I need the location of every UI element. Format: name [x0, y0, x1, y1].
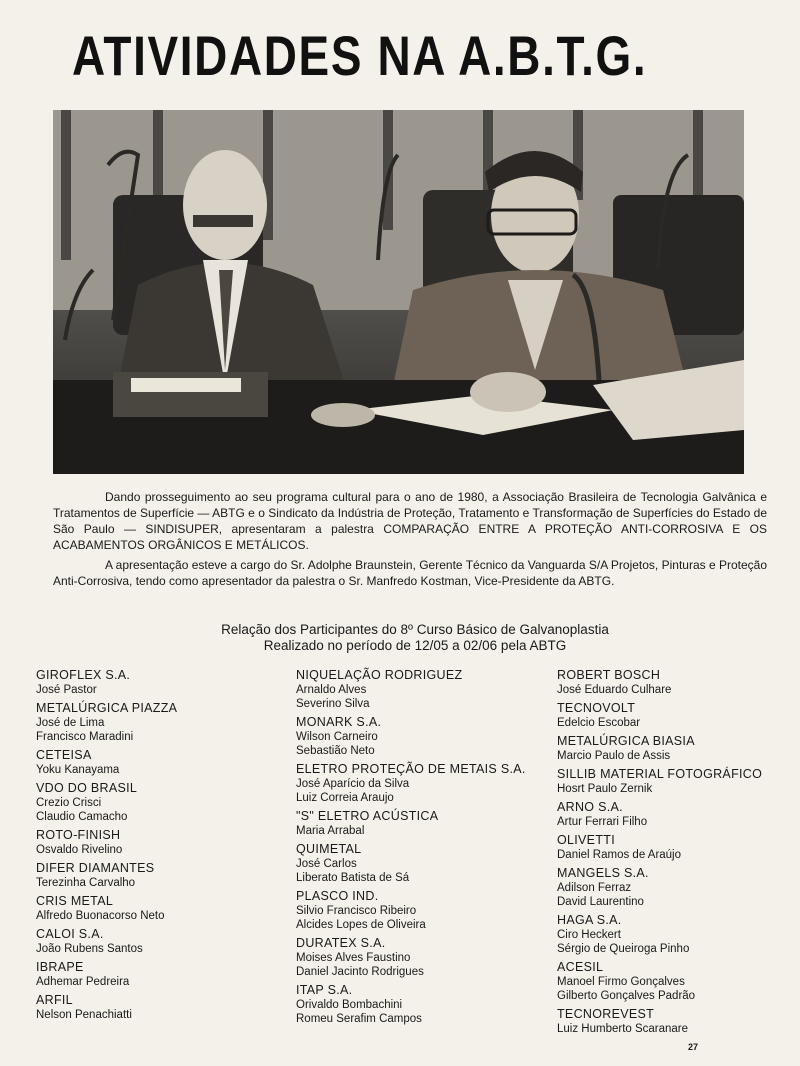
company-entry	[36, 993, 276, 1022]
intro-paragraph-1: Dando prosseguimento ao seu programa cultural para o ano de 1980, a Associação Brasileira de Tecnologia Galvânica e Tratamentos de Superfície — ABTG e o Sindicato da Indústria de Proteção, Tratamento e Transformação de Superfícies do Estado de São Paulo — SINDISUPER, apresentaram a palestra COMPARAÇÃO ENTRE A PROTEÇÃO ANTI-CORROSIVA E OS ACABAMENTOS ORGÂNICOS E METÁLICOS.	[53, 490, 767, 552]
participant-name: Artur Ferrari Filho	[557, 816, 648, 828]
participant-name: Severino Silva	[296, 698, 370, 710]
company-entry	[296, 668, 536, 711]
company-entry	[36, 748, 276, 777]
participant-name: Alcides Lopes de Oliveira	[296, 919, 426, 931]
participant-name: Wilson Carneiro	[296, 731, 378, 743]
participants-heading	[200, 622, 630, 654]
participant-name: Osvaldo Rivelino	[36, 844, 123, 856]
company-name: ELETRO PROTEÇÃO DE METAIS S.A.	[296, 762, 526, 776]
company-entry	[557, 800, 797, 829]
company-entry	[557, 1007, 797, 1036]
company-name: QUIMETAL	[296, 842, 362, 856]
participant-name: Luiz Correia Araujo	[296, 792, 394, 804]
company-name: GIROFLEX S.A.	[36, 668, 131, 682]
company-entry	[296, 842, 536, 885]
company-name: NIQUELAÇÃO RODRIGUEZ	[296, 668, 463, 682]
company-entry	[557, 668, 797, 697]
participant-name: Daniel Jacinto Rodrigues	[296, 966, 424, 978]
company-entry	[557, 913, 797, 956]
participant-name: Yoku Kanayama	[36, 764, 120, 776]
participant-name: Crezio Crisci	[36, 797, 102, 809]
company-name: ROTO-FINISH	[36, 828, 121, 842]
company-name: ITAP S.A.	[296, 983, 353, 997]
event-photo	[53, 110, 744, 474]
company-name: OLIVETTI	[557, 833, 615, 847]
participants-column-3	[557, 668, 797, 1040]
intro-text	[53, 489, 767, 593]
company-entry	[557, 767, 797, 796]
participant-name: Sérgio de Queiroga Pinho	[557, 943, 690, 955]
participant-name: Hosrt Paulo Zernik	[557, 783, 653, 795]
participant-name: Daniel Ramos de Araújo	[557, 849, 682, 861]
participant-name: Adhemar Pedreira	[36, 976, 130, 988]
participant-name: Manoel Firmo Gonçalves	[557, 976, 685, 988]
company-name: IBRAPE	[36, 960, 84, 974]
company-name: TECNOREVEST	[557, 1007, 655, 1021]
company-entry	[296, 936, 536, 979]
company-name: MONARK S.A.	[296, 715, 382, 729]
participant-name: José Carlos	[296, 858, 357, 870]
participant-name: Marcio Paulo de Assis	[557, 750, 671, 762]
company-name: METALÚRGICA BIASIA	[557, 734, 695, 748]
company-name: ARNO S.A.	[557, 800, 623, 814]
company-entry	[557, 833, 797, 862]
participant-name: Alfredo Buonacorso Neto	[36, 910, 165, 922]
company-entry	[36, 668, 276, 697]
participant-name: Claudio Camacho	[36, 811, 128, 823]
participant-name: Liberato Batista de Sá	[296, 872, 410, 884]
company-name: DURATEX S.A.	[296, 936, 386, 950]
participant-name: Sebastião Neto	[296, 745, 375, 757]
participants-heading-line-2: Realizado no período de 12/05 a 02/06 pela ABTG	[263, 638, 567, 653]
participants-column-2	[296, 668, 536, 1030]
page-title: ATIVIDADES NA A.B.T.G.	[72, 24, 648, 87]
company-entry	[557, 866, 797, 909]
company-entry	[557, 734, 797, 763]
participant-name: Moises Alves Faustino	[296, 952, 411, 964]
company-name: ROBERT BOSCH	[557, 668, 661, 682]
company-name: TECNOVOLT	[557, 701, 636, 715]
participant-name: Arnaldo Alves	[296, 684, 367, 696]
company-entry	[296, 715, 536, 758]
company-name: METALÚRGICA PIAZZA	[36, 701, 178, 715]
participant-name: Gilberto Gonçalves Padrão	[557, 990, 696, 1002]
company-entry	[36, 828, 276, 857]
participants-column-1	[36, 668, 276, 1026]
participant-name: Orivaldo Bombachini	[296, 999, 403, 1011]
participant-name: José de Lima	[36, 717, 105, 729]
intro-paragraph-2: A apresentação esteve a cargo do Sr. Adolphe Braunstein, Gerente Técnico da Vanguarda S/A Projetos, Pinturas e Proteção Anti-Corrosiva, tendo como apresentador da palestra o Sr. Manfredo Kostman, Vice-Presidente da ABTG.	[53, 558, 767, 588]
participant-name: Luiz Humberto Scaranare	[557, 1023, 689, 1035]
company-entry	[296, 762, 536, 805]
company-name: ACESIL	[557, 960, 604, 974]
company-entry	[557, 960, 797, 1003]
participant-name: Ciro Heckert	[557, 929, 621, 941]
participant-name: Nelson Penachiatti	[36, 1009, 132, 1021]
participants-heading-line-1: Relação dos Participantes do 8º Curso Básico de Galvanoplastia	[221, 622, 609, 637]
company-name: CRIS METAL	[36, 894, 114, 908]
participant-name: Adilson Ferraz	[557, 882, 632, 894]
participant-name: José Pastor	[36, 684, 97, 696]
company-name: "S" ELETRO ACÚSTICA	[296, 809, 439, 823]
company-name: SILLIB MATERIAL FOTOGRÁFICO	[557, 767, 763, 781]
company-name: VDO DO BRASIL	[36, 781, 138, 795]
participant-name: Maria Arrabal	[296, 825, 365, 837]
company-entry	[36, 861, 276, 890]
participant-name: João Rubens Santos	[36, 943, 143, 955]
participant-name: Terezinha Carvalho	[36, 877, 136, 889]
participant-name: Silvio Francisco Ribeiro	[296, 905, 417, 917]
company-entry	[36, 960, 276, 989]
company-name: MANGELS S.A.	[557, 866, 649, 880]
company-entry	[36, 927, 276, 956]
company-entry	[296, 809, 536, 838]
participant-name: David Laurentino	[557, 896, 644, 908]
participant-name: Edelcio Escobar	[557, 717, 641, 729]
company-entry	[296, 889, 536, 932]
company-name: ARFIL	[36, 993, 73, 1007]
company-entry	[557, 701, 797, 730]
company-name: DIFER DIAMANTES	[36, 861, 155, 875]
photo-illustration	[53, 110, 744, 474]
company-entry	[36, 781, 276, 824]
participant-name: Francisco Maradini	[36, 731, 134, 743]
company-entry	[296, 983, 536, 1026]
company-entry	[36, 701, 276, 744]
participant-name: Romeu Serafim Campos	[296, 1013, 422, 1025]
page-number: 27	[688, 1042, 699, 1052]
company-name: PLASCO IND.	[296, 889, 379, 903]
company-entry	[36, 894, 276, 923]
company-name: CALOI S.A.	[36, 927, 104, 941]
company-name: CETEISA	[36, 748, 92, 762]
participant-name: José Eduardo Culhare	[557, 684, 672, 696]
participant-name: José Aparício da Silva	[296, 778, 410, 790]
company-name: HAGA S.A.	[557, 913, 622, 927]
